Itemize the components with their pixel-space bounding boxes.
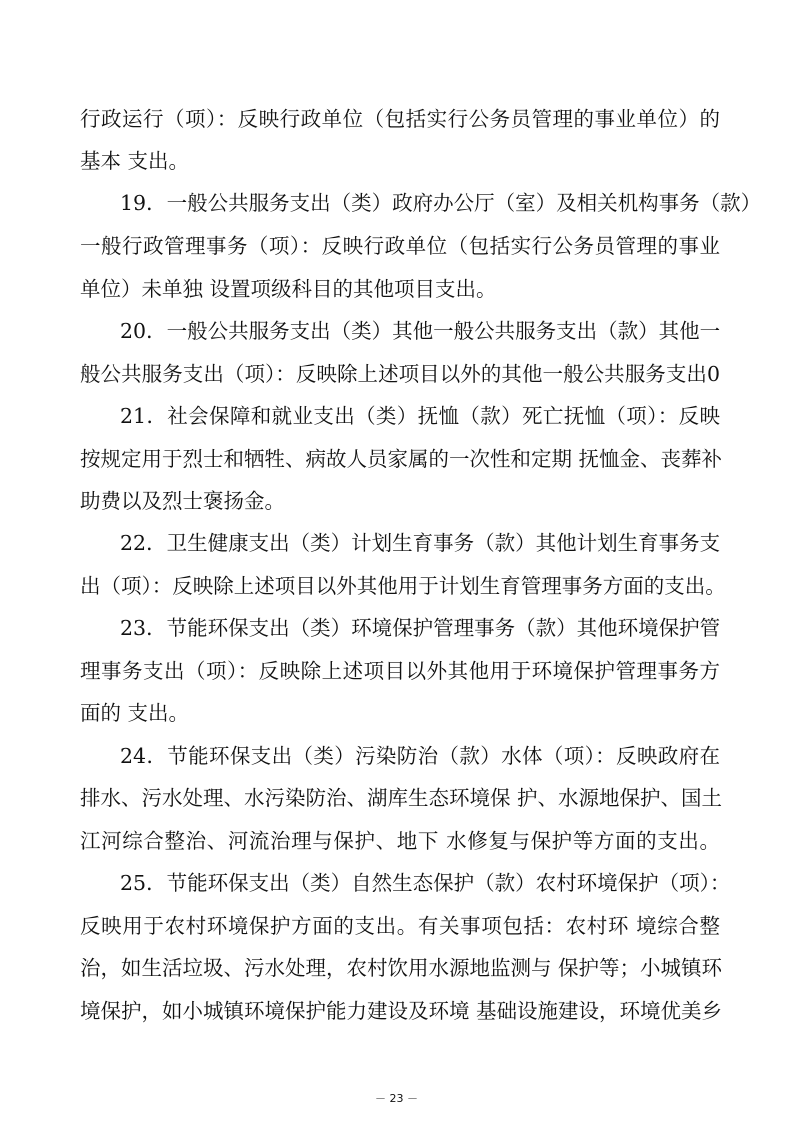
paragraph-25-start: 25．节能环保支出（类）自然生态保护（款）农村环境保护（项）： <box>120 871 731 895</box>
text-line: 反映用于农村环境保护方面的支出。有关事项包括：农村环 境综合整 <box>80 914 720 938</box>
text-line: 面的 支出。 <box>80 701 190 725</box>
paragraph-19-start: 19．一般公共服务支出（类）政府办公厅（室）及相关机构事务（款） <box>120 191 762 215</box>
text-line: 按规定用于烈士和牺牲、病故人员家属的一次性和定期 抚恤金、丧葬补 <box>80 447 723 471</box>
text-line: 江河综合整治、河流治理与保护、地下 水修复与保护等方面的支出。 <box>80 829 720 853</box>
page-number: － 23 － <box>375 1092 418 1105</box>
text-line: 助费以及烈士褒扬金。 <box>80 489 285 513</box>
text-line: 境保护，如小城镇环境保护能力建设及环境 基础设施建设，环境优美乡 <box>80 999 723 1023</box>
text-line: 治，如生活垃圾、污水处理，农村饮用水源地监测与 保护等；小城镇环 <box>80 956 723 980</box>
paragraph-20-start: 20．一般公共服务支出（类）其他一般公共服务支出（款）其他一 <box>120 319 721 343</box>
paragraph-21-start: 21．社会保障和就业支出（类）抚恤（款）死亡抚恤（项）：反映 <box>120 404 720 428</box>
text-line: 行政运行（项）：反映行政单位（包括实行公务员管理的事业单位）的 <box>80 107 720 131</box>
text-line: 单位）未单独 设置项级科目的其他项目支出。 <box>80 277 497 301</box>
text-line: 理事务支出（项）：反映除上述项目以外其他用于环境保护管理事务方 <box>80 659 720 683</box>
text-line: 基本 支出。 <box>80 149 190 173</box>
paragraph-22-start: 22．卫生健康支出（类）计划生育事务（款）其他计划生育事务支 <box>120 531 721 555</box>
text-line: 出（项）：反映除上述项目以外其他用于计划生育管理事务方面的支出。 <box>80 574 726 598</box>
text-line: 般公共服务支出（项）：反映除上述项目以外的其他一般公共服务支出0 <box>80 362 720 386</box>
text-line: 一般行政管理事务（项）：反映行政单位（包括实行公务员管理的事业 <box>80 234 720 258</box>
text-line: 排水、污水处理、水污染防治、湖库生态环境保 护、水源地保护、国土 <box>80 786 723 810</box>
paragraph-24-start: 24．节能环保支出（类）污染防治（款）水体（项）：反映政府在 <box>120 744 720 768</box>
paragraph-23-start: 23．节能环保支出（类）环境保护管理事务（款）其他环境保护管 <box>120 616 721 640</box>
